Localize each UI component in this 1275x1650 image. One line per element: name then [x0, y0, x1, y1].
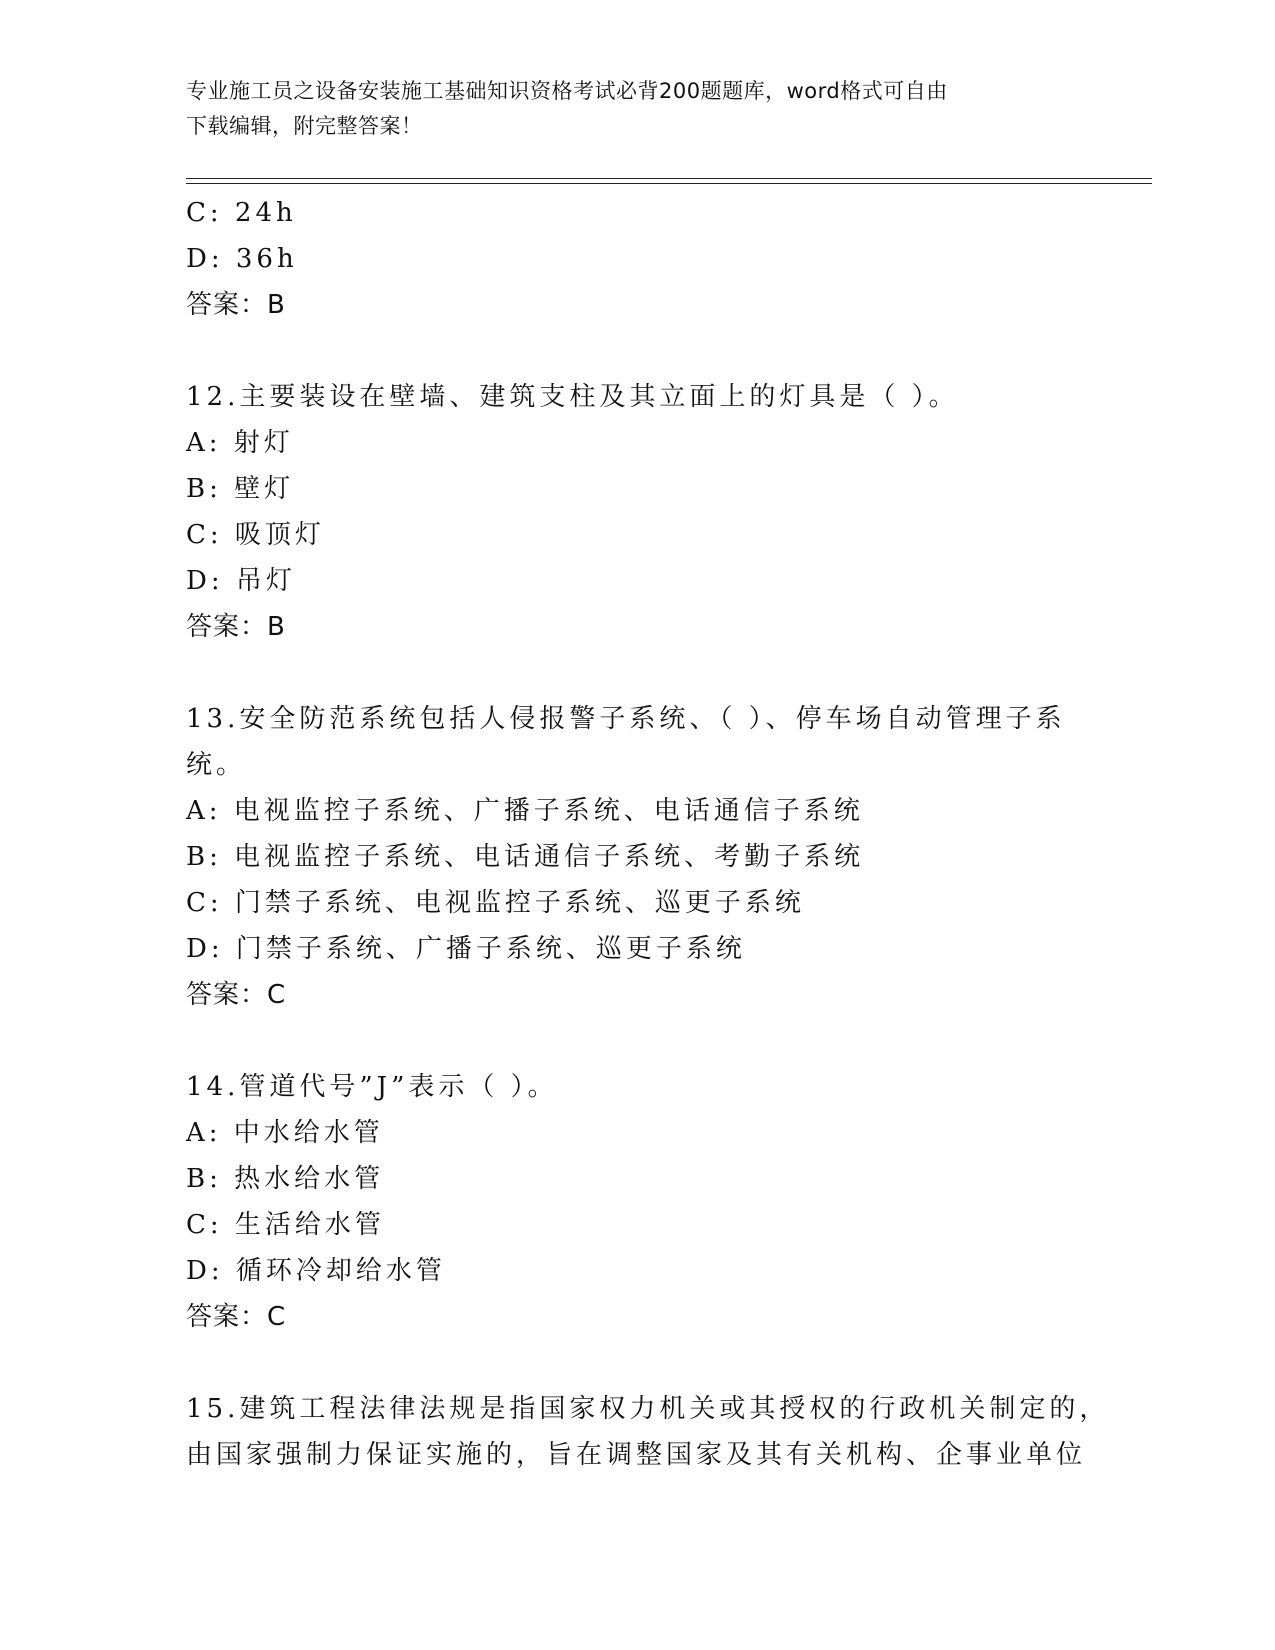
question-14	[186, 1064, 1086, 1340]
question-text-line-1: 15.建筑工程法律法规是指国家权力机关或其授权的行政机关制定的，	[186, 1394, 1110, 1424]
question-12	[186, 374, 1086, 650]
answer: 答案：B	[186, 290, 286, 320]
question-text-line-2: 由国家强制力保证实施的，旨在调整国家及其有关机构、企事业单位	[186, 1440, 1087, 1470]
question-15	[186, 1386, 1110, 1478]
answer: 答案：C	[186, 1302, 287, 1332]
spacer	[186, 1340, 1086, 1386]
option-d: D: 吊灯	[186, 566, 296, 596]
option-c: C: 24h	[186, 198, 297, 228]
header-line-1: 专业施工员之设备安装施工基础知识资格考试必背200题题库，word格式可自由	[186, 79, 948, 103]
question-text: 12.主要装设在壁墙、建筑支柱及其立面上的灯具是（ ）。	[186, 382, 959, 412]
option-d: D: 36h	[186, 244, 298, 274]
option-b: B: 热水给水管	[186, 1164, 385, 1194]
option-b: B: 壁灯	[186, 474, 295, 504]
question-text-line-2: 统。	[186, 750, 247, 780]
spacer	[186, 328, 1086, 374]
answer: 答案：C	[186, 980, 287, 1010]
answer: 答案：B	[186, 612, 286, 642]
question-13	[186, 696, 1086, 1018]
option-a: A: 中水给水管	[186, 1118, 384, 1148]
header-line-2: 下载编辑，附完整答案！	[186, 114, 423, 138]
question-text: 14.管道代号”J”表示（ ）。	[186, 1072, 558, 1102]
header-divider-bottom	[186, 183, 1152, 184]
spacer	[186, 1018, 1086, 1064]
option-b: B: 电视监控子系统、电话通信子系统、考勤子系统	[186, 842, 865, 872]
option-d: D: 循环冷却给水管	[186, 1256, 446, 1286]
option-c: C: 吸顶灯	[186, 520, 325, 550]
question-text-line-1: 13.安全防范系统包括人侵报警子系统、（ ）、停车场自动管理子系	[186, 704, 1066, 734]
question-list	[186, 190, 1110, 1478]
option-a: A: 电视监控子系统、广播子系统、电话通信子系统	[186, 796, 864, 826]
option-c: C: 生活给水管	[186, 1210, 385, 1240]
option-a: A: 射灯	[186, 428, 294, 458]
question-11-remainder	[186, 190, 1086, 328]
option-d: D: 门禁子系统、广播子系统、巡更子系统	[186, 934, 746, 964]
header-divider-top	[186, 178, 1152, 179]
spacer	[186, 650, 1086, 696]
document-header	[186, 74, 1066, 144]
option-c: C: 门禁子系统、电视监控子系统、巡更子系统	[186, 888, 805, 918]
